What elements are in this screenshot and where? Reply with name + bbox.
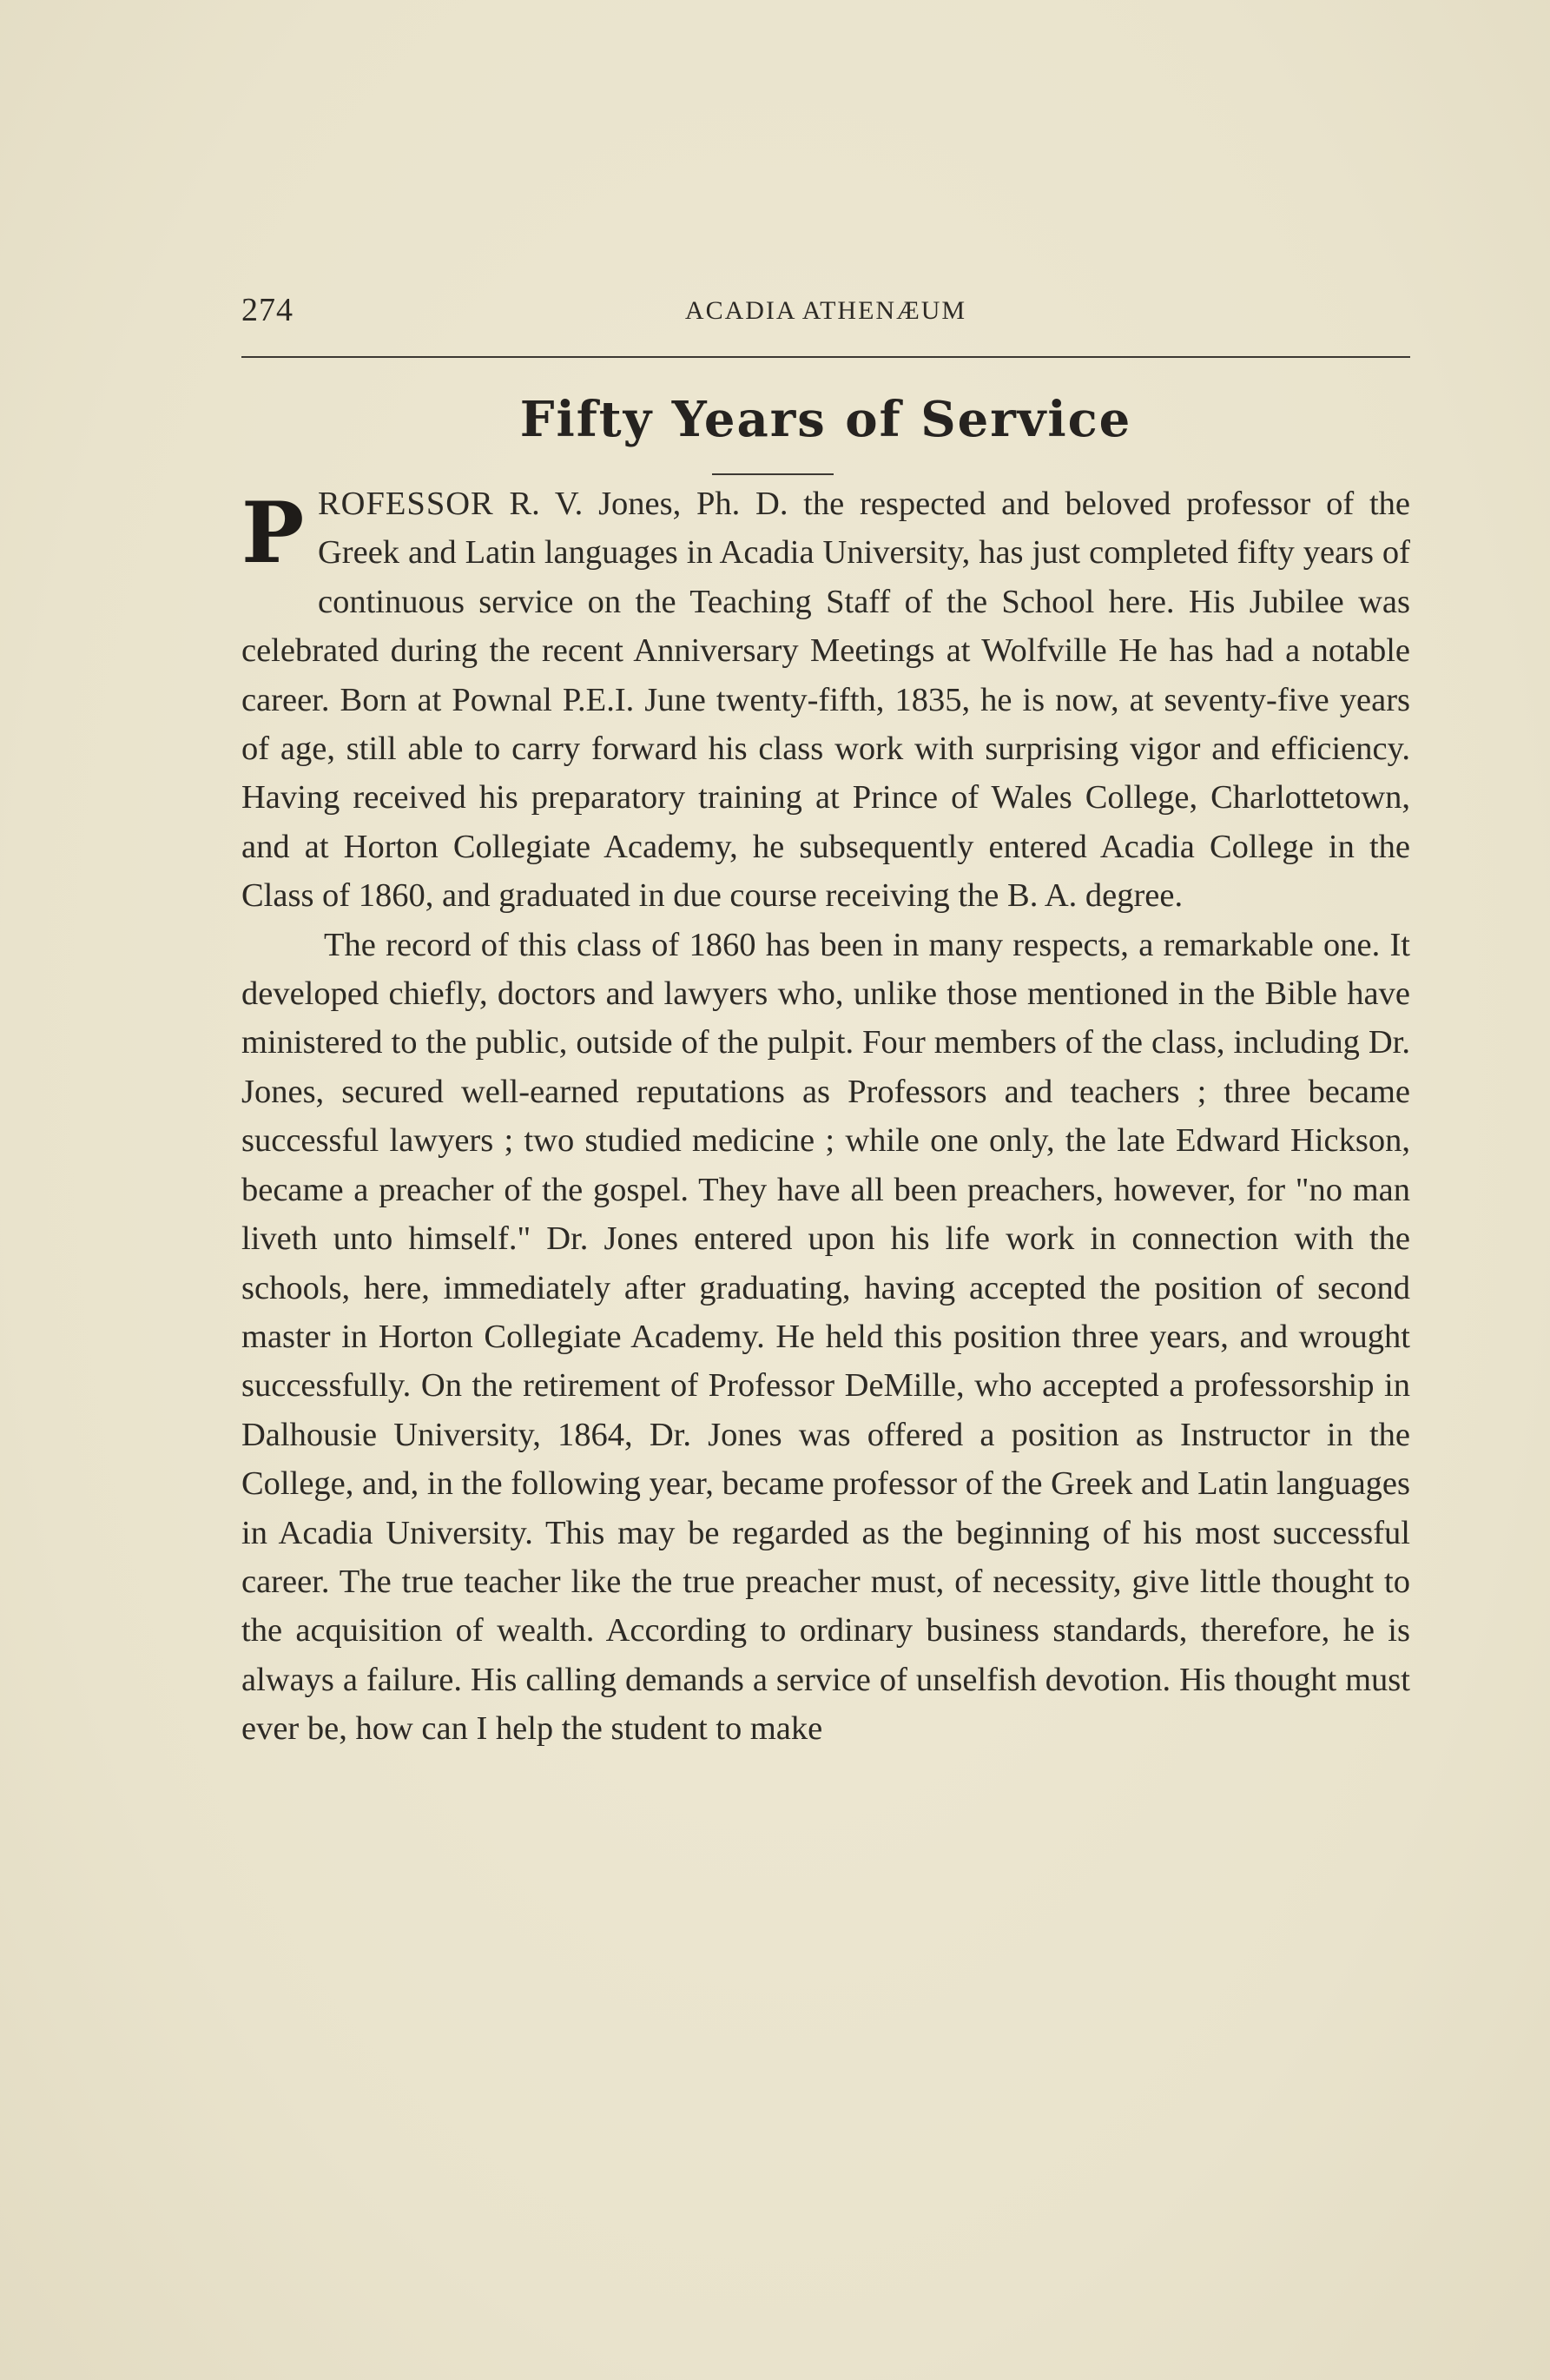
title-rule: [712, 473, 834, 475]
header-rule: [241, 356, 1410, 358]
paragraph-2: The record of this class of 1860 has been in many respects, a remarkable one. It developed chiefly, doctors and lawyers who, unlike those mentioned in the Bible have ministered to the public, outside of the pulpit. Four members of the class, including Dr. Jones, secured well-earned reputations as Professors and teachers ; three became successful lawyers ; two studied medicine ; while one only, the late Edward Hickson, became a preacher of the gospel. They have all been preachers, however, for "no man liveth unto himself." Dr. Jones entered upon his life work in connection with the schools, here, immediately after graduating, having accepted the position of second master in Horton Collegiate Academy. He held this position three years, and wrought successfully. On the retirement of Professor DeMille, who accepted a professorship in Dalhousie University, 1864, Dr. Jones was offered a position as Instructor in the College, and, in the following year, became professor of the Greek and Latin languages in Acadia University. This may be regarded as the beginning of his most successful career. The true teacher like the true preacher must, of necessity, give little thought to the acquisition of wealth. According to ordinary business standards, therefore, he is always a failure. His calling demands a service of unselfish devotion. His thought must ever be, how can I help the student to make: [241, 926, 1410, 1748]
running-head: ACADIA ATHENÆUM: [684, 296, 967, 325]
paragraph-1-text: R. V. Jones, Ph. D. the respected and beloved professor of the Greek and Latin languages in Acadia University, has just completed fifty years of continuous service on the Teaching Staff of the School here. His Jubilee was celebrated during the recent Anniversary Meetings at Wolfville He has had a notable career. Born at Pownal P.E.I. June twenty-fifth, 1835, he is now, at seventy-five years of age, still able to carry forward his class work with surprising vigor and efficiency. Having received his preparatory training at Prince of Wales College, Charlottetown, and at Horton Collegiate Academy, he subsequently entered Acadia College in the Class of 1860, and graduated in due course receiving the B. A. degree.: [241, 486, 1410, 915]
paragraph-1: [241, 479, 1410, 921]
page-number: 274: [241, 292, 294, 328]
page-header: [241, 291, 1410, 343]
drop-cap: P: [241, 484, 305, 582]
article-title: Fifty Years of Service: [519, 391, 1132, 448]
lead-caps: ROFESSOR: [318, 486, 494, 522]
article-body: [241, 479, 1410, 1754]
